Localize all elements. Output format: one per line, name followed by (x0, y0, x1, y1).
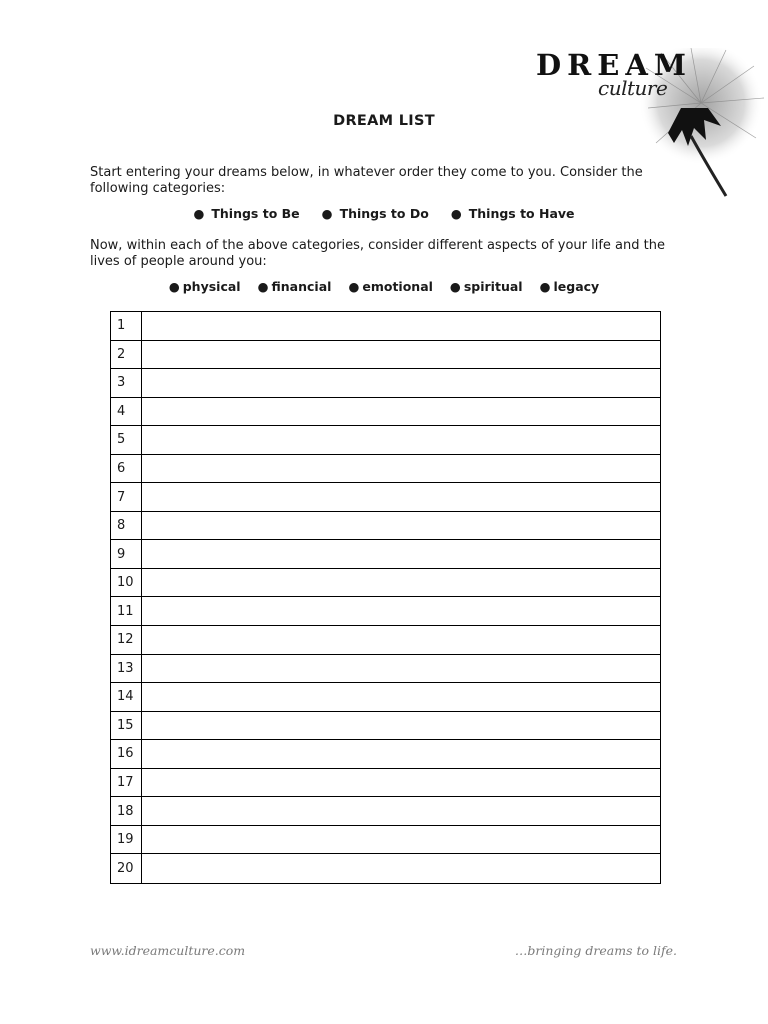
row-number: 13 (111, 655, 142, 683)
dream-entry-field[interactable] (142, 341, 660, 369)
row-number: 1 (111, 312, 142, 340)
dream-entry-field[interactable] (142, 398, 660, 426)
table-row (111, 712, 660, 741)
dream-entry-field[interactable] (142, 769, 660, 797)
dream-entry-field[interactable] (142, 854, 660, 883)
dream-entry-field[interactable] (142, 512, 660, 540)
dream-entry-field[interactable] (142, 655, 660, 683)
row-number: 16 (111, 740, 142, 768)
table-row (111, 369, 660, 398)
row-number: 8 (111, 512, 142, 540)
dream-entry-field[interactable] (142, 540, 660, 568)
row-number: 12 (111, 626, 142, 654)
dream-entry-field[interactable] (142, 683, 660, 711)
table-row (111, 854, 660, 883)
bullet-icon: ● (193, 206, 205, 221)
table-row (111, 797, 660, 826)
row-number: 10 (111, 569, 142, 597)
aspect-item: ● emotional (348, 279, 433, 294)
row-number: 19 (111, 826, 142, 854)
logo-wordmark: DREAM (536, 48, 692, 82)
row-number: 11 (111, 597, 142, 625)
bullet-icon: ● (450, 206, 462, 221)
aspect-item: ● spiritual (449, 279, 523, 294)
dream-entry-field[interactable] (142, 597, 660, 625)
category-item: ● Things to Be (193, 206, 300, 221)
row-number: 15 (111, 712, 142, 740)
table-row (111, 826, 660, 855)
table-row (111, 512, 660, 541)
row-number: 18 (111, 797, 142, 825)
row-number: 17 (111, 769, 142, 797)
dream-entry-field[interactable] (142, 483, 660, 511)
dream-list-table (110, 311, 661, 884)
row-number: 7 (111, 483, 142, 511)
bullet-icon: ● (449, 279, 461, 294)
row-number: 20 (111, 854, 142, 883)
table-row (111, 683, 660, 712)
aspects-list (0, 279, 768, 294)
table-row (111, 769, 660, 798)
aspect-item: ● financial (257, 279, 332, 294)
row-number: 4 (111, 398, 142, 426)
table-row (111, 626, 660, 655)
row-number: 2 (111, 341, 142, 369)
footer-tagline: …bringing dreams to life. (514, 943, 677, 958)
dream-entry-field[interactable] (142, 826, 660, 854)
row-number: 6 (111, 455, 142, 483)
dream-entry-field[interactable] (142, 455, 660, 483)
row-number: 9 (111, 540, 142, 568)
dream-entry-field[interactable] (142, 369, 660, 397)
categories-list (0, 206, 768, 221)
table-row (111, 398, 660, 427)
table-row (111, 569, 660, 598)
table-row (111, 312, 660, 341)
dream-entry-field[interactable] (142, 426, 660, 454)
row-number: 5 (111, 426, 142, 454)
dream-entry-field[interactable] (142, 626, 660, 654)
category-item: ● Things to Do (321, 206, 429, 221)
table-row (111, 540, 660, 569)
page-title: DREAM LIST (333, 113, 435, 129)
category-item: ● Things to Have (450, 206, 575, 221)
table-row (111, 655, 660, 684)
dream-entry-field[interactable] (142, 712, 660, 740)
dream-entry-field[interactable] (142, 312, 660, 340)
dream-entry-field[interactable] (142, 797, 660, 825)
table-row (111, 341, 660, 370)
footer-website-link[interactable]: www.idreamculture.com (90, 943, 246, 958)
aspects-intro-text: Now, within each of the above categories, consider different aspects of your life and the lives of people around you: (90, 238, 665, 269)
row-number: 14 (111, 683, 142, 711)
aspect-item: ● legacy (539, 279, 600, 294)
table-row (111, 483, 660, 512)
table-row (111, 455, 660, 484)
dream-entry-field[interactable] (142, 569, 660, 597)
dream-entry-field[interactable] (142, 740, 660, 768)
row-number: 3 (111, 369, 142, 397)
bullet-icon: ● (348, 279, 360, 294)
bullet-icon: ● (257, 279, 269, 294)
table-row (111, 597, 660, 626)
intro-text: Start entering your dreams below, in whatever order they come to you. Consider the following categories: (90, 165, 643, 196)
logo-script: culture (598, 76, 668, 100)
aspect-item: ● physical (168, 279, 241, 294)
table-row (111, 740, 660, 769)
table-row (111, 426, 660, 455)
bullet-icon: ● (168, 279, 180, 294)
bullet-icon: ● (321, 206, 333, 221)
bullet-icon: ● (539, 279, 551, 294)
